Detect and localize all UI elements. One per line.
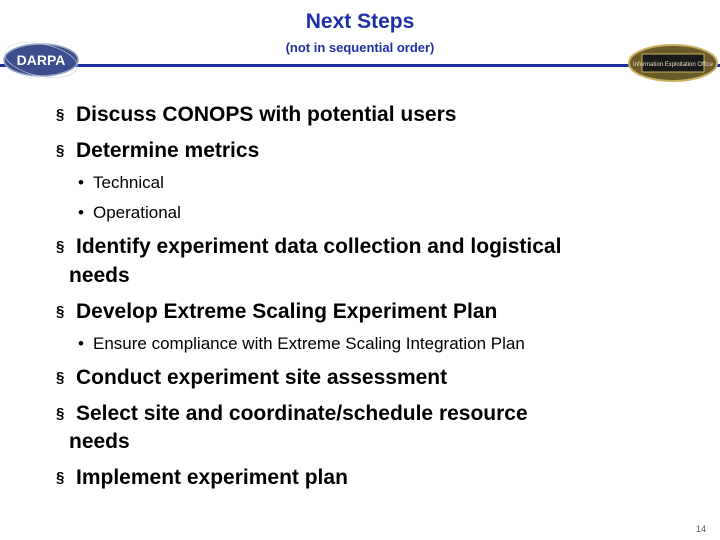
bullet-determine-metrics <box>56 137 656 165</box>
subbullet-text: Technical <box>93 173 164 192</box>
bullet-site-assessment <box>56 364 656 392</box>
bullet-text: needs <box>69 264 130 287</box>
bullet-text: Select site and coordinate/schedule resource <box>76 402 528 425</box>
bullet-identify-data-collection-cont <box>69 262 669 290</box>
bullet-marker: § <box>56 238 65 255</box>
bullet-marker: § <box>56 142 65 159</box>
bullet-develop-plan <box>56 298 656 326</box>
subbullet-operational <box>78 202 678 224</box>
title-divider <box>0 64 720 67</box>
bullet-text: Discuss CONOPS with potential users <box>76 103 457 126</box>
subbullet-technical <box>78 172 678 194</box>
bullet-select-site <box>56 400 656 428</box>
bullet-marker: § <box>56 369 65 386</box>
bullet-text: Identify experiment data collection and logistical <box>76 235 562 258</box>
bullet-marker: § <box>56 303 65 320</box>
slide-title: Next Steps <box>305 10 415 33</box>
bullet-identify-data-collection <box>56 233 656 261</box>
bullet-marker: § <box>56 106 65 123</box>
darpa-logo-text: DARPA <box>16 52 66 68</box>
bullet-discuss-conops <box>56 101 656 129</box>
subbullet-marker: • <box>78 203 84 222</box>
bullet-implement-plan <box>56 464 656 492</box>
bullet-text: Implement experiment plan <box>76 466 348 489</box>
bullet-marker: § <box>56 469 65 486</box>
bullet-text: needs <box>69 430 130 453</box>
subbullet-ensure-compliance <box>78 333 678 355</box>
bullet-select-site-cont <box>69 428 669 456</box>
ixo-logo-text: Information Exploitation Office <box>633 62 713 68</box>
bullet-text: Conduct experiment site assessment <box>76 366 448 389</box>
subbullet-text: Ensure compliance with Extreme Scaling Integration Plan <box>93 334 525 353</box>
subbullet-text: Operational <box>93 203 181 222</box>
subbullet-marker: • <box>78 334 84 353</box>
bullet-text: Develop Extreme Scaling Experiment Plan <box>76 300 498 323</box>
subbullet-marker: • <box>78 173 84 192</box>
ixo-logo <box>628 44 718 82</box>
bullet-text: Determine metrics <box>76 139 260 162</box>
page-number: 14 <box>695 524 706 534</box>
bullet-marker: § <box>56 405 65 422</box>
darpa-logo <box>2 42 80 78</box>
slide-subtitle: (not in sequential order) <box>285 40 435 55</box>
